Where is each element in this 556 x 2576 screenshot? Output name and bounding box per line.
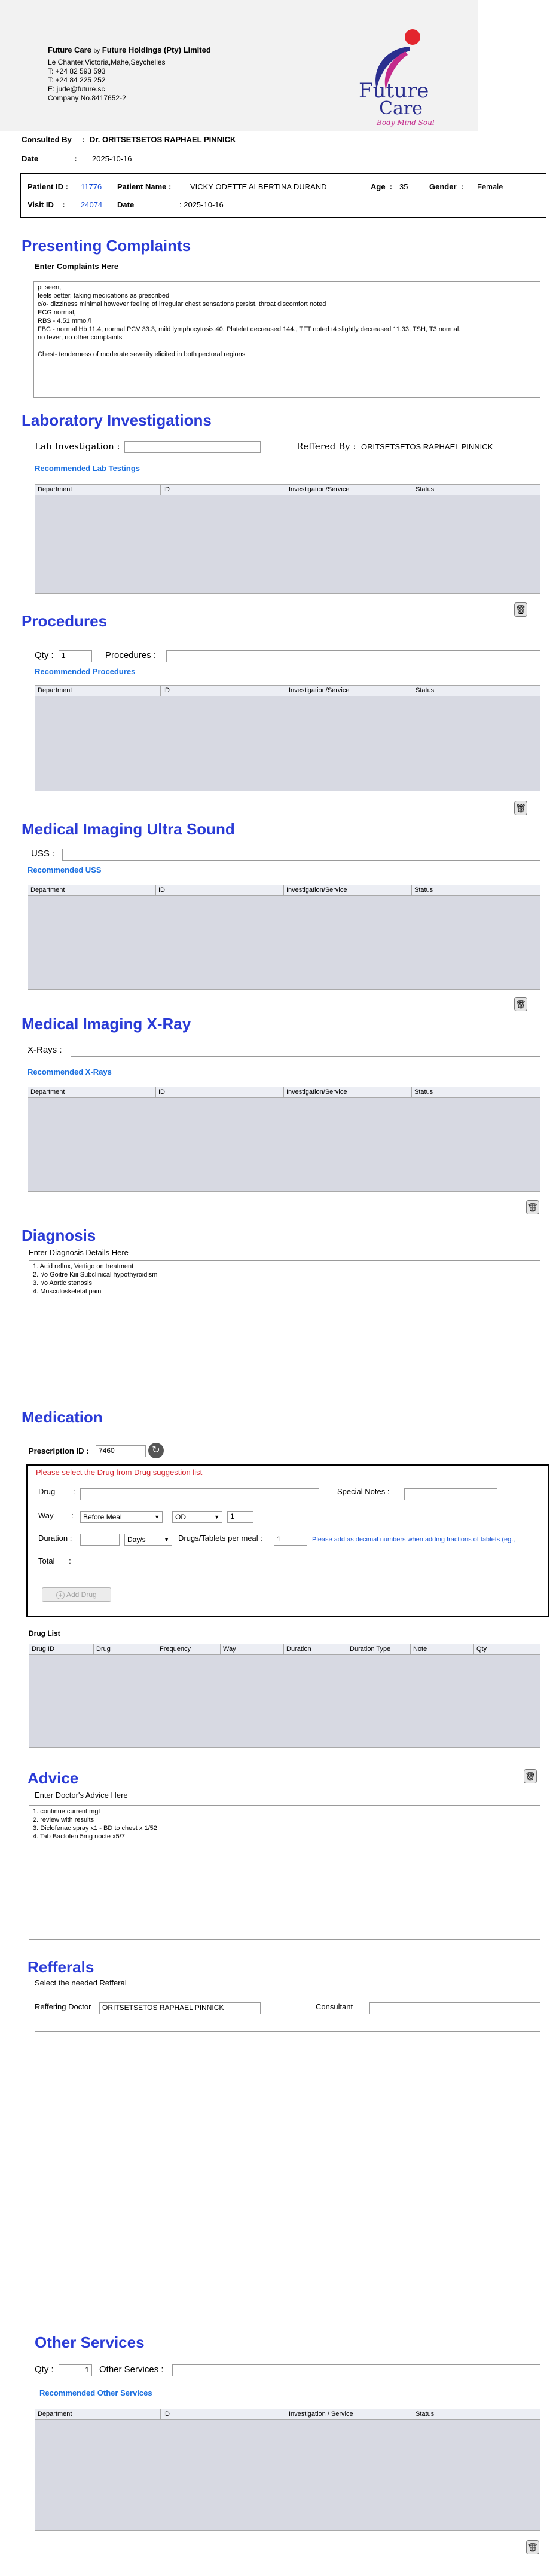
col-qty: Qty [476, 1645, 487, 1653]
procedures-qty-label: Qty : [35, 650, 54, 660]
col-department: Department [35, 686, 161, 696]
add-drug-button[interactable] [42, 1587, 111, 1602]
col-duration-type: Duration Type [347, 1644, 411, 1654]
complaints-subtitle: Enter Complaints Here [35, 262, 119, 271]
xray-top-delete-icon[interactable]: 🗑 [514, 997, 527, 1011]
other-qty-label: Qty : [35, 2364, 54, 2375]
col-status: Status [416, 486, 435, 493]
referral-letter-textarea[interactable] [35, 2031, 540, 2320]
xray-delete-icon[interactable]: 🗑 [526, 1200, 539, 1214]
drug-input[interactable] [80, 1488, 319, 1500]
advice-line: 2. review with results [33, 1816, 94, 1824]
consulted-by-value: Dr. ORITSETSETOS RAPHAEL PINNICK [90, 135, 236, 144]
uss-delete-icon[interactable]: 🗑 [514, 801, 527, 815]
patient-name-label: Patient Name : [117, 182, 172, 191]
diagnosis-title: Diagnosis [22, 1226, 96, 1244]
advice-line: 3. Diclofenac spray x1 - BD to chest x 1/52 [33, 1825, 157, 1832]
advice-delete-icon[interactable]: 🗑 [524, 1769, 537, 1783]
lab-table [35, 484, 540, 594]
col-id: ID [161, 485, 286, 495]
diagnosis-line: 3. r/o Aortic stenosis [33, 1280, 93, 1287]
visit-date-value: : 2025-10-16 [179, 200, 224, 209]
complaints-line: no fever, no other complaints [38, 334, 123, 341]
col-department: Department [35, 2409, 161, 2419]
logo-text-care: Care [379, 98, 423, 119]
xray-title: Medical Imaging X-Ray [22, 1015, 191, 1033]
consultant-label: Consultant [316, 2002, 353, 2011]
diagnosis-line: 2. r/o Goitre Kiii Subclinical hypothyroidism [33, 1271, 158, 1278]
procedures-input-label: Procedures : [105, 650, 157, 660]
patient-info-box [20, 173, 546, 218]
company-name-line [48, 45, 211, 56]
frequency-select-value: OD [175, 1513, 186, 1521]
tablets-per-meal-input[interactable]: 1 [274, 1534, 307, 1546]
duration-unit-value: Day/s [127, 1535, 146, 1544]
col-id: ID [156, 885, 284, 895]
chevron-down-icon: ▼ [164, 1537, 169, 1543]
col-status: Status [414, 1088, 433, 1096]
logo-text-future: Future [359, 79, 429, 103]
col-department: Department [35, 485, 161, 495]
patient-name-label-text: Patient Name [117, 182, 167, 191]
advice-title: Advice [28, 1769, 79, 1787]
procedures-title: Procedures [22, 612, 108, 630]
referrals-subtitle: Select the needed Refferal [35, 1978, 127, 1987]
col-id: ID [161, 2409, 286, 2419]
drug-label-text: Drug [38, 1487, 56, 1496]
lab-table-header [35, 485, 540, 495]
special-notes-input[interactable] [404, 1488, 497, 1500]
age-value: 35 [399, 182, 408, 191]
way-label: Way : [38, 1511, 74, 1520]
tablets-per-meal-label: Drugs/Tablets per meal : [178, 1534, 262, 1543]
complaints-line: RBS - 4.51 mmol/l [38, 317, 91, 325]
drug-list-table [29, 1644, 540, 1748]
uss-title: Medical Imaging Ultra Sound [22, 820, 235, 838]
procedures-delete-icon[interactable]: 🗑 [514, 602, 527, 617]
visit-id-value: 24074 [81, 200, 103, 209]
procedures-recommended-title: Recommended Procedures [35, 667, 136, 676]
company-email: E: jude@future.sc [48, 85, 105, 93]
other-services-header [35, 2409, 540, 2420]
consult-date-value: 2025-10-16 [92, 154, 132, 163]
complaints-title: Presenting Complaints [22, 237, 191, 255]
company-by: by [93, 48, 100, 54]
refresh-icon[interactable]: ↻ [148, 1443, 164, 1458]
complaints-line [38, 342, 536, 350]
future-care-logo [353, 24, 436, 126]
company-number: Company No.8417652-2 [48, 94, 126, 102]
advice-line: 1. continue current mgt [33, 1808, 100, 1815]
diagnosis-line: 4. Musculoskeletal pain [33, 1288, 102, 1295]
uss-table-header [28, 885, 540, 896]
xray-table [28, 1087, 540, 1192]
visit-date-text: 2025-10-16 [184, 200, 224, 209]
col-id: ID [156, 1087, 284, 1097]
company-name: Future Care [48, 45, 91, 54]
chevron-down-icon: ▼ [214, 1514, 219, 1520]
col-drug-id: Drug ID [29, 1644, 94, 1654]
procedures-table-header [35, 686, 540, 696]
medication-title: Medication [22, 1408, 103, 1426]
consult-date-label-text: Date [22, 154, 39, 163]
patient-id-value: 11776 [81, 182, 102, 191]
referring-doctor-label: Reffering Doctor [35, 2002, 91, 2011]
other-services-input-label: Other Services : [99, 2364, 164, 2375]
duration-unit-select[interactable] [124, 1534, 172, 1546]
visit-date-label [117, 200, 134, 209]
total-label: Total : [38, 1556, 71, 1565]
diagnosis-textarea[interactable] [29, 1260, 540, 1391]
company-tel2: T: +24 84 225 252 [48, 76, 106, 84]
col-investigation: Investigation/Service [284, 885, 412, 895]
way-select[interactable] [80, 1511, 163, 1523]
complaints-line: FBC - normal Hb 11.4, normal PCV 33.3, mild lymphocytosis 40, Platelet decreased 144., TFT noted t4 slightly decreased 11.33, TSH, T3 normal. [38, 326, 461, 333]
consulted-by-label: Consulted By : [22, 135, 85, 144]
logo-tagline: Body Mind Soul [377, 118, 435, 127]
col-investigation: Investigation/Service [286, 686, 413, 696]
lab-input-label: Lab Investigation : [35, 441, 120, 452]
col-status: Status [416, 2410, 435, 2418]
consult-date-label: Date : [22, 154, 77, 163]
way-select-value: Before Meal [83, 1513, 122, 1521]
lab-investigation-input[interactable] [124, 441, 261, 453]
patient-id-label-text: Patient ID [28, 182, 63, 191]
col-department: Department [28, 1087, 156, 1097]
total-label-text: Total [38, 1556, 55, 1565]
lab-recommended-title: Recommended Lab Testings [35, 464, 140, 473]
fraction-hint: Please add as decimal numbers when adding fractions of tablets (eg., [312, 1536, 515, 1543]
col-duration: Duration [284, 1644, 347, 1654]
uss-input-label: USS : [31, 849, 55, 859]
col-department: Department [28, 885, 156, 895]
xray-input-label: X-Rays : [28, 1045, 62, 1055]
patient-name-value: VICKY ODETTE ALBERTINA DURAND [190, 182, 327, 191]
complaints-line: feels better, taking medications as prescribed [38, 292, 170, 299]
frequency-select[interactable] [172, 1511, 222, 1523]
col-note: Note [411, 1644, 474, 1654]
drug-warning: Please select the Drug from Drug suggestion list [36, 1468, 203, 1477]
col-status: Status [416, 687, 435, 694]
col-id: ID [161, 686, 286, 696]
age-label-text: Age [371, 182, 386, 191]
procedures-qty-input[interactable]: 1 [59, 650, 92, 662]
other-services-table [35, 2409, 540, 2531]
xray-recommended-title: Recommended X-Rays [28, 1067, 112, 1076]
consultant-input[interactable] [369, 2002, 540, 2014]
complaints-line: c/o- dizziness minimal however feeling of irregular chest sensations persist, throat discomfort noted [38, 301, 326, 308]
other-qty-input[interactable]: 1 [59, 2364, 92, 2376]
patient-id-label: Patient ID : [28, 182, 68, 191]
duration-input[interactable] [80, 1534, 120, 1546]
col-frequency: Frequency [157, 1644, 221, 1654]
special-notes-label-text: Special Notes [337, 1487, 386, 1496]
advice-subtitle: Enter Doctor's Advice Here [35, 1791, 128, 1800]
diagnosis-subtitle: Enter Diagnosis Details Here [29, 1248, 129, 1257]
col-investigation: Investigation / Service [286, 2409, 413, 2419]
visit-id-label: Visit ID : [28, 200, 65, 209]
other-recommended-title: Recommended Other Services [39, 2388, 152, 2397]
other-services-input[interactable] [172, 2364, 540, 2376]
visit-date-label-text: Date [117, 200, 135, 209]
referrals-title: Refferals [28, 1958, 94, 1976]
gender-value: Female [477, 182, 503, 191]
company-address: Le Chanter,Victoria,Mahe,Seychelles [48, 58, 166, 66]
uss-recommended-title: Recommended USS [28, 865, 102, 874]
duration-label: Duration : [38, 1534, 72, 1543]
complaints-line: pt seen, [38, 284, 62, 291]
uss-input[interactable] [62, 849, 540, 861]
xray-input[interactable] [71, 1045, 540, 1057]
referring-doctor-input[interactable]: ORITSETSETOS RAPHAEL PINNICK [99, 2002, 261, 2014]
gender-label: Gender : [429, 182, 464, 191]
referred-by-value: ORITSETSETOS RAPHAEL PINNICK [361, 442, 493, 451]
age-label: Age : [371, 182, 393, 191]
col-investigation: Investigation/Service [286, 485, 413, 495]
procedures-table [35, 685, 540, 791]
procedures-input[interactable] [166, 650, 540, 662]
prescription-id-input[interactable]: 7460 [96, 1445, 146, 1457]
chevron-down-icon: ▼ [154, 1514, 160, 1520]
other-services-delete-icon[interactable]: 🗑 [526, 2540, 539, 2554]
col-status: Status [414, 886, 433, 894]
plus-icon: + [56, 1591, 65, 1599]
way-qty-input[interactable]: 1 [227, 1511, 253, 1523]
referred-by-label: Reffered By : [297, 441, 356, 452]
lab-title: Laboratory Investigations [22, 411, 212, 429]
uss-table [28, 885, 540, 990]
col-investigation: Investigation/Service [284, 1087, 412, 1097]
drug-label: Drug : [38, 1487, 75, 1496]
other-services-title: Other Services [35, 2333, 145, 2351]
col-drug: Drug [94, 1644, 157, 1654]
company-tel1: T: +24 82 593 593 [48, 67, 106, 75]
way-label-text: Way [38, 1511, 54, 1520]
add-drug-button-label: Add Drug [66, 1590, 97, 1599]
advice-textarea[interactable] [29, 1805, 540, 1940]
visit-id-label-text: Visit ID [28, 200, 54, 209]
xray-table-header [28, 1087, 540, 1098]
complaints-line: ECG normal, [38, 309, 76, 316]
drug-list-header [29, 1644, 540, 1655]
complaints-line: Chest- tenderness of moderate severity elicited in both pectoral regions [38, 351, 246, 358]
prescription-id-label: Prescription ID : [29, 1446, 89, 1455]
col-way: Way [221, 1644, 284, 1654]
complaints-textarea[interactable] [33, 281, 540, 398]
diagnosis-line: 1. Acid reflux, Vertigo on treatment [33, 1263, 134, 1270]
advice-line: 4. Tab Baclofen 5mg nocte x5/7 [33, 1833, 125, 1840]
drug-list-title: Drug List [29, 1629, 60, 1638]
company-holding: Future Holdings (Pty) Limited [102, 45, 211, 54]
special-notes-label: Special Notes : [337, 1487, 390, 1496]
gender-label-text: Gender [429, 182, 457, 191]
consulted-by-label-text: Consulted By [22, 135, 72, 144]
